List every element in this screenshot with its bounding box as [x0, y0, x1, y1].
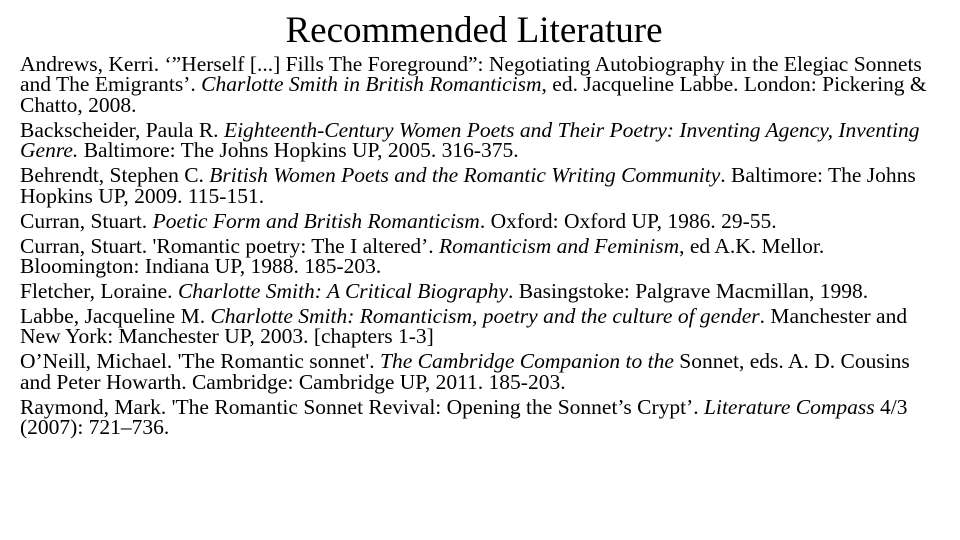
reference-text: . Baltimore: The Johns Hopkins UP, 2009. 115-151.: [20, 163, 916, 208]
reference-text: Andrews, Kerri. ‘”Herself [...] Fills The Foreground”: Negotiating Autobiography in the Elegiac Sonnets and The Emigrants’.: [20, 52, 922, 97]
reference-item: [20, 54, 945, 115]
reference-text: 4/3 (2007): 721–736.: [20, 394, 908, 440]
reference-title: Romanticism and Feminism: [439, 233, 680, 258]
reference-item: [20, 394, 945, 440]
reference-title: Literature Compass: [704, 394, 875, 419]
reference-text: , ed A.K. Mellor. Bloomington: Indiana UP, 1988. 185-203.: [20, 233, 825, 279]
reference-title: British Women Poets and the Romantic Writing Community: [209, 163, 721, 188]
reference-text: . Basingstoke: Palgrave Macmillan, 1998.: [508, 279, 869, 304]
reference-item: [20, 208, 945, 233]
reference-text: Fletcher, Loraine.: [20, 279, 178, 304]
reference-title: The Cambridge Companion to the: [380, 349, 674, 374]
reference-title: Charlotte Smith: A Critical Biography: [177, 279, 509, 304]
reference-title: Poetic Form and British Romanticism: [152, 208, 480, 233]
reference-text: Curran, Stuart. 'Romantic poetry: The I altered’.: [20, 233, 440, 258]
reference-text: Sonnet, eds. A. D. Cousins and Peter Howarth. Cambridge: Cambridge UP, 2011. 185-203.: [20, 349, 910, 394]
reference-text: Backscheider, Paula R.: [20, 117, 224, 142]
reference-text: Baltimore: The Johns Hopkins UP, 2005. 316-375.: [78, 138, 519, 163]
reference-text: Raymond, Mark. 'The Romantic Sonnet Revival: Opening the Sonnet’s Crypt’.: [20, 394, 705, 419]
reference-text: O’Neill, Michael. 'The Romantic sonnet'.: [20, 349, 381, 374]
reference-text: . Oxford: Oxford UP, 1986. 29-55.: [479, 208, 777, 233]
reference-text: Curran, Stuart.: [20, 208, 153, 233]
reference-item: [20, 279, 945, 304]
reference-item: [20, 165, 945, 206]
reference-list: [20, 54, 945, 442]
reference-title: Charlotte Smith: Romanticism, poetry and the culture of gender: [210, 304, 760, 329]
reference-item: [20, 117, 945, 163]
reference-title: Charlotte Smith in British Romanticism: [201, 72, 542, 97]
reference-text: Labbe, Jacqueline M.: [20, 304, 211, 329]
reference-item: [20, 306, 945, 347]
reference-text: Behrendt, Stephen C.: [20, 163, 210, 188]
reference-text: . Manchester and New York: Manchester UP, 2003. [chapters 1-3]: [20, 304, 908, 349]
reference-title: Eighteenth-Century Women Poets and Their Poetry: Inventing Agency, Inventing Genre.: [20, 117, 920, 163]
reference-item: [20, 351, 945, 392]
page-title: Recommended Literature: [285, 10, 663, 51]
reference-text: , ed. Jacqueline Labbe. London: Pickering & Chatto, 2008.: [20, 72, 927, 117]
reference-item: [20, 233, 945, 279]
